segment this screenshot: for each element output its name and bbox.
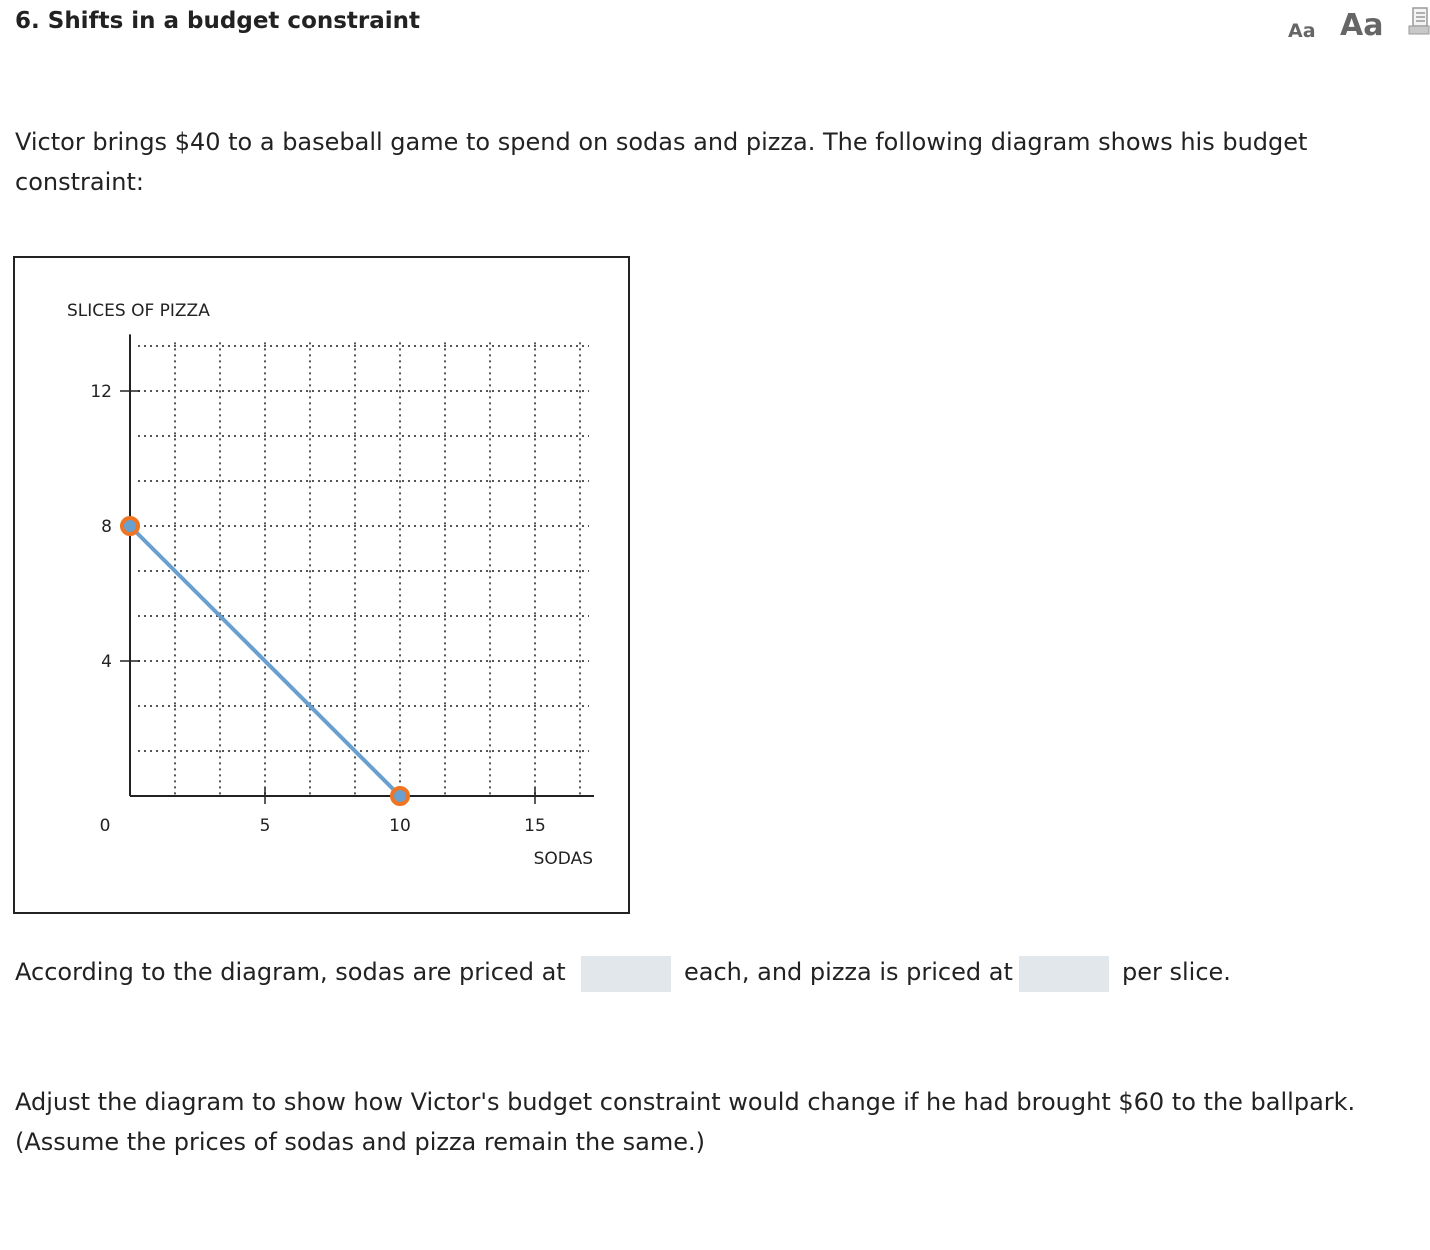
increase-font-button[interactable]: Aa [1340, 8, 1384, 43]
budget-constraint-endpoint[interactable] [122, 518, 138, 534]
chart-svg[interactable] [15, 258, 628, 912]
chart-grid [138, 342, 589, 796]
font-size-controls [1270, 6, 1430, 46]
x-axis-label: SODAS [533, 849, 593, 869]
x-tick-label: 0 [99, 816, 111, 836]
y-tick-label: 4 [101, 652, 112, 672]
intro-text: Victor brings $40 to a baseball game to spend on sodas and pizza. The following diagram shows his budget constraint: [15, 128, 1308, 196]
budget-constraint-line[interactable] [130, 526, 400, 796]
decrease-font-button[interactable]: Aa [1288, 20, 1316, 42]
budget-constraint-graph[interactable] [13, 256, 630, 914]
budget-constraint-endpoint[interactable] [392, 788, 408, 804]
question-title: 6. Shifts in a budget constraint [15, 8, 421, 34]
price-question-part3: per slice. [1122, 958, 1231, 986]
x-tick-label: 15 [524, 816, 546, 836]
x-tick-label: 5 [259, 816, 271, 836]
chart-ticks [90, 382, 545, 836]
y-axis-label: SLICES OF PIZZA [67, 301, 210, 321]
y-tick-label: 8 [101, 517, 112, 537]
chart-series [122, 518, 408, 804]
x-tick-label: 10 [389, 816, 411, 836]
adjust-instruction-text: Adjust the diagram to show how Victor's budget constraint would change if he had brought $60 to the ballpark. (Assume the prices of sodas and pizza remain the same.) [15, 1088, 1356, 1156]
price-question-part1: According to the diagram, sodas are priced at [15, 958, 566, 986]
y-tick-label: 12 [90, 382, 112, 402]
pizza-price-answer-box[interactable] [1019, 956, 1109, 992]
print-icon[interactable] [1408, 6, 1430, 38]
chart-axes [130, 334, 594, 796]
price-question-part2: each, and pizza is priced at [684, 958, 1013, 986]
soda-price-answer-box[interactable] [581, 956, 671, 992]
